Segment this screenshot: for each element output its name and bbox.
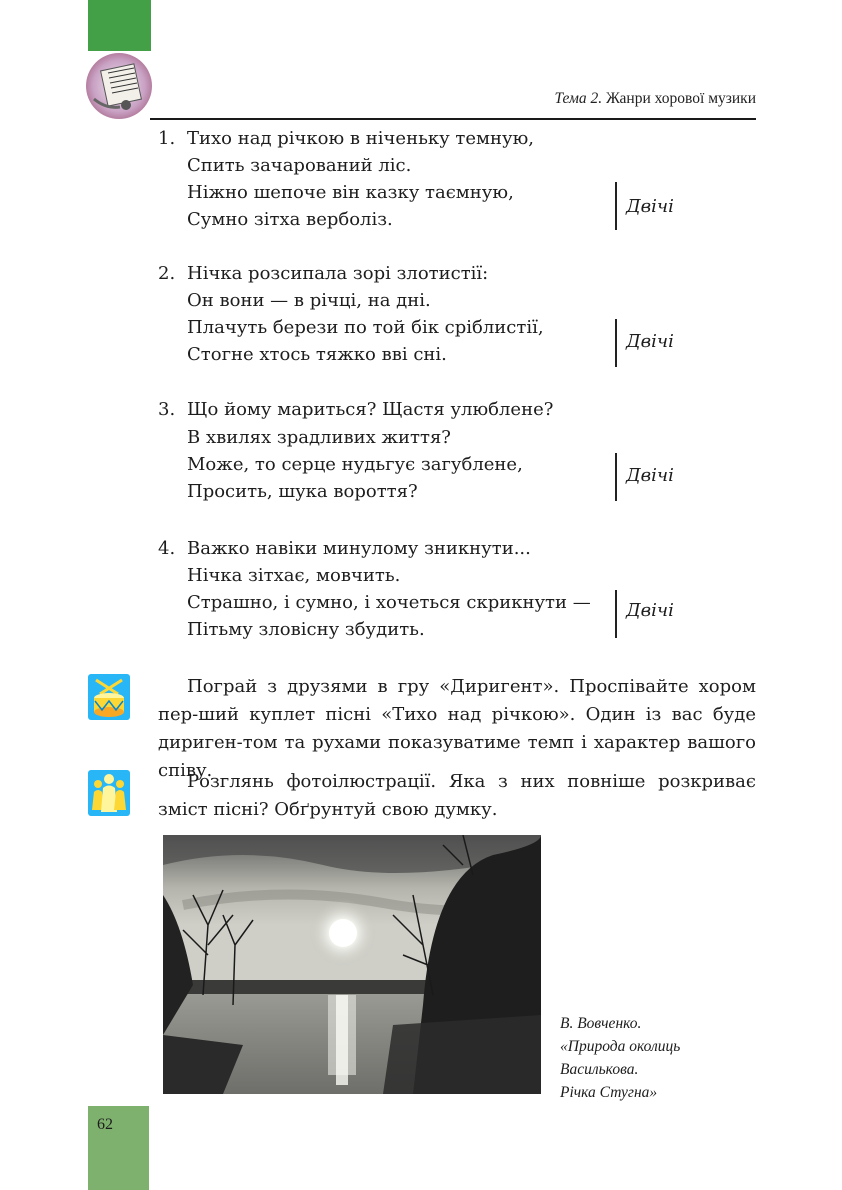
stanza-number: 3.	[158, 399, 176, 420]
lyric-line: Може, то серце нудьгує загублене,	[187, 454, 523, 475]
stanza-number: 1.	[158, 128, 176, 149]
repeat-label: Двічі	[626, 331, 674, 352]
photo-caption	[560, 1012, 680, 1104]
lyric-line: Важко навіки минулому зникнути...	[187, 538, 531, 559]
repeat-bracket	[615, 319, 617, 367]
repeat-label: Двічі	[626, 600, 674, 621]
lyric-line: Просить, шука вороття?	[187, 481, 418, 502]
repeat-bracket	[615, 182, 617, 230]
caption-line: Василькова.	[560, 1061, 639, 1078]
repeat-bracket	[615, 453, 617, 501]
lyric-line: Нічка розсипала зорі злотистії:	[187, 263, 489, 284]
header-rule	[150, 118, 756, 120]
task-photos-text: Розглянь фотоілюстрації. Яка з них повніше розкриває зміст пісні? Обґрунтуй свою думку.	[158, 771, 756, 820]
lyric-line: Спить зачарований ліс.	[187, 155, 412, 176]
lyric-line: Плачуть берези по той бік сріблистії,	[187, 317, 544, 338]
caption-line: В. Вовченко.	[560, 1015, 642, 1032]
lyric-line: Пітьму зловісну збудить.	[187, 619, 425, 640]
task-photos-paragraph	[158, 768, 756, 824]
theme-label: Тема 2.	[554, 90, 603, 107]
stanza-number: 2.	[158, 263, 176, 284]
top-green-tab	[88, 0, 151, 51]
lyric-line: Ніжно шепоче він казку таємную,	[187, 182, 514, 203]
river-sunset-photo	[163, 835, 541, 1094]
lyric-line: Що йому мариться? Щастя улюблене?	[187, 399, 554, 420]
lyric-line: Он вони — в річці, на дні.	[187, 290, 431, 311]
theme-title: Жанри хорової музики	[606, 90, 756, 107]
lyric-line: Сумно зітха верболіз.	[187, 209, 393, 230]
lyric-line: В хвилях зрадливих життя?	[187, 427, 451, 448]
running-header	[554, 90, 756, 108]
repeat-bracket	[615, 590, 617, 638]
people-icon	[88, 770, 130, 816]
drum-icon	[88, 674, 130, 720]
caption-line: Річка Стугна»	[560, 1084, 658, 1101]
task-game-text: Пограй з друзями в гру «Диригент». Проспівайте хором пер-ший куплет пісні «Тихо над річкою». Один із вас буде дириген-том та рухами показуватиме темп і характер вашого співу.	[158, 676, 756, 781]
page-number: 62	[97, 1116, 113, 1133]
stanza-number: 4.	[158, 538, 176, 559]
lyric-line: Тихо над річкою в ніченьку темную,	[187, 128, 535, 149]
lyric-line: Страшно, і сумно, і хочеться скрикнути —	[187, 592, 591, 613]
book-logo-icon	[86, 53, 152, 119]
lyric-line: Нічка зітхає, мовчить.	[187, 565, 401, 586]
lyric-line: Стогне хтось тяжко вві сні.	[187, 344, 447, 365]
repeat-label: Двічі	[626, 196, 674, 217]
repeat-label: Двічі	[626, 465, 674, 486]
caption-line: «Природа околиць	[560, 1038, 681, 1055]
